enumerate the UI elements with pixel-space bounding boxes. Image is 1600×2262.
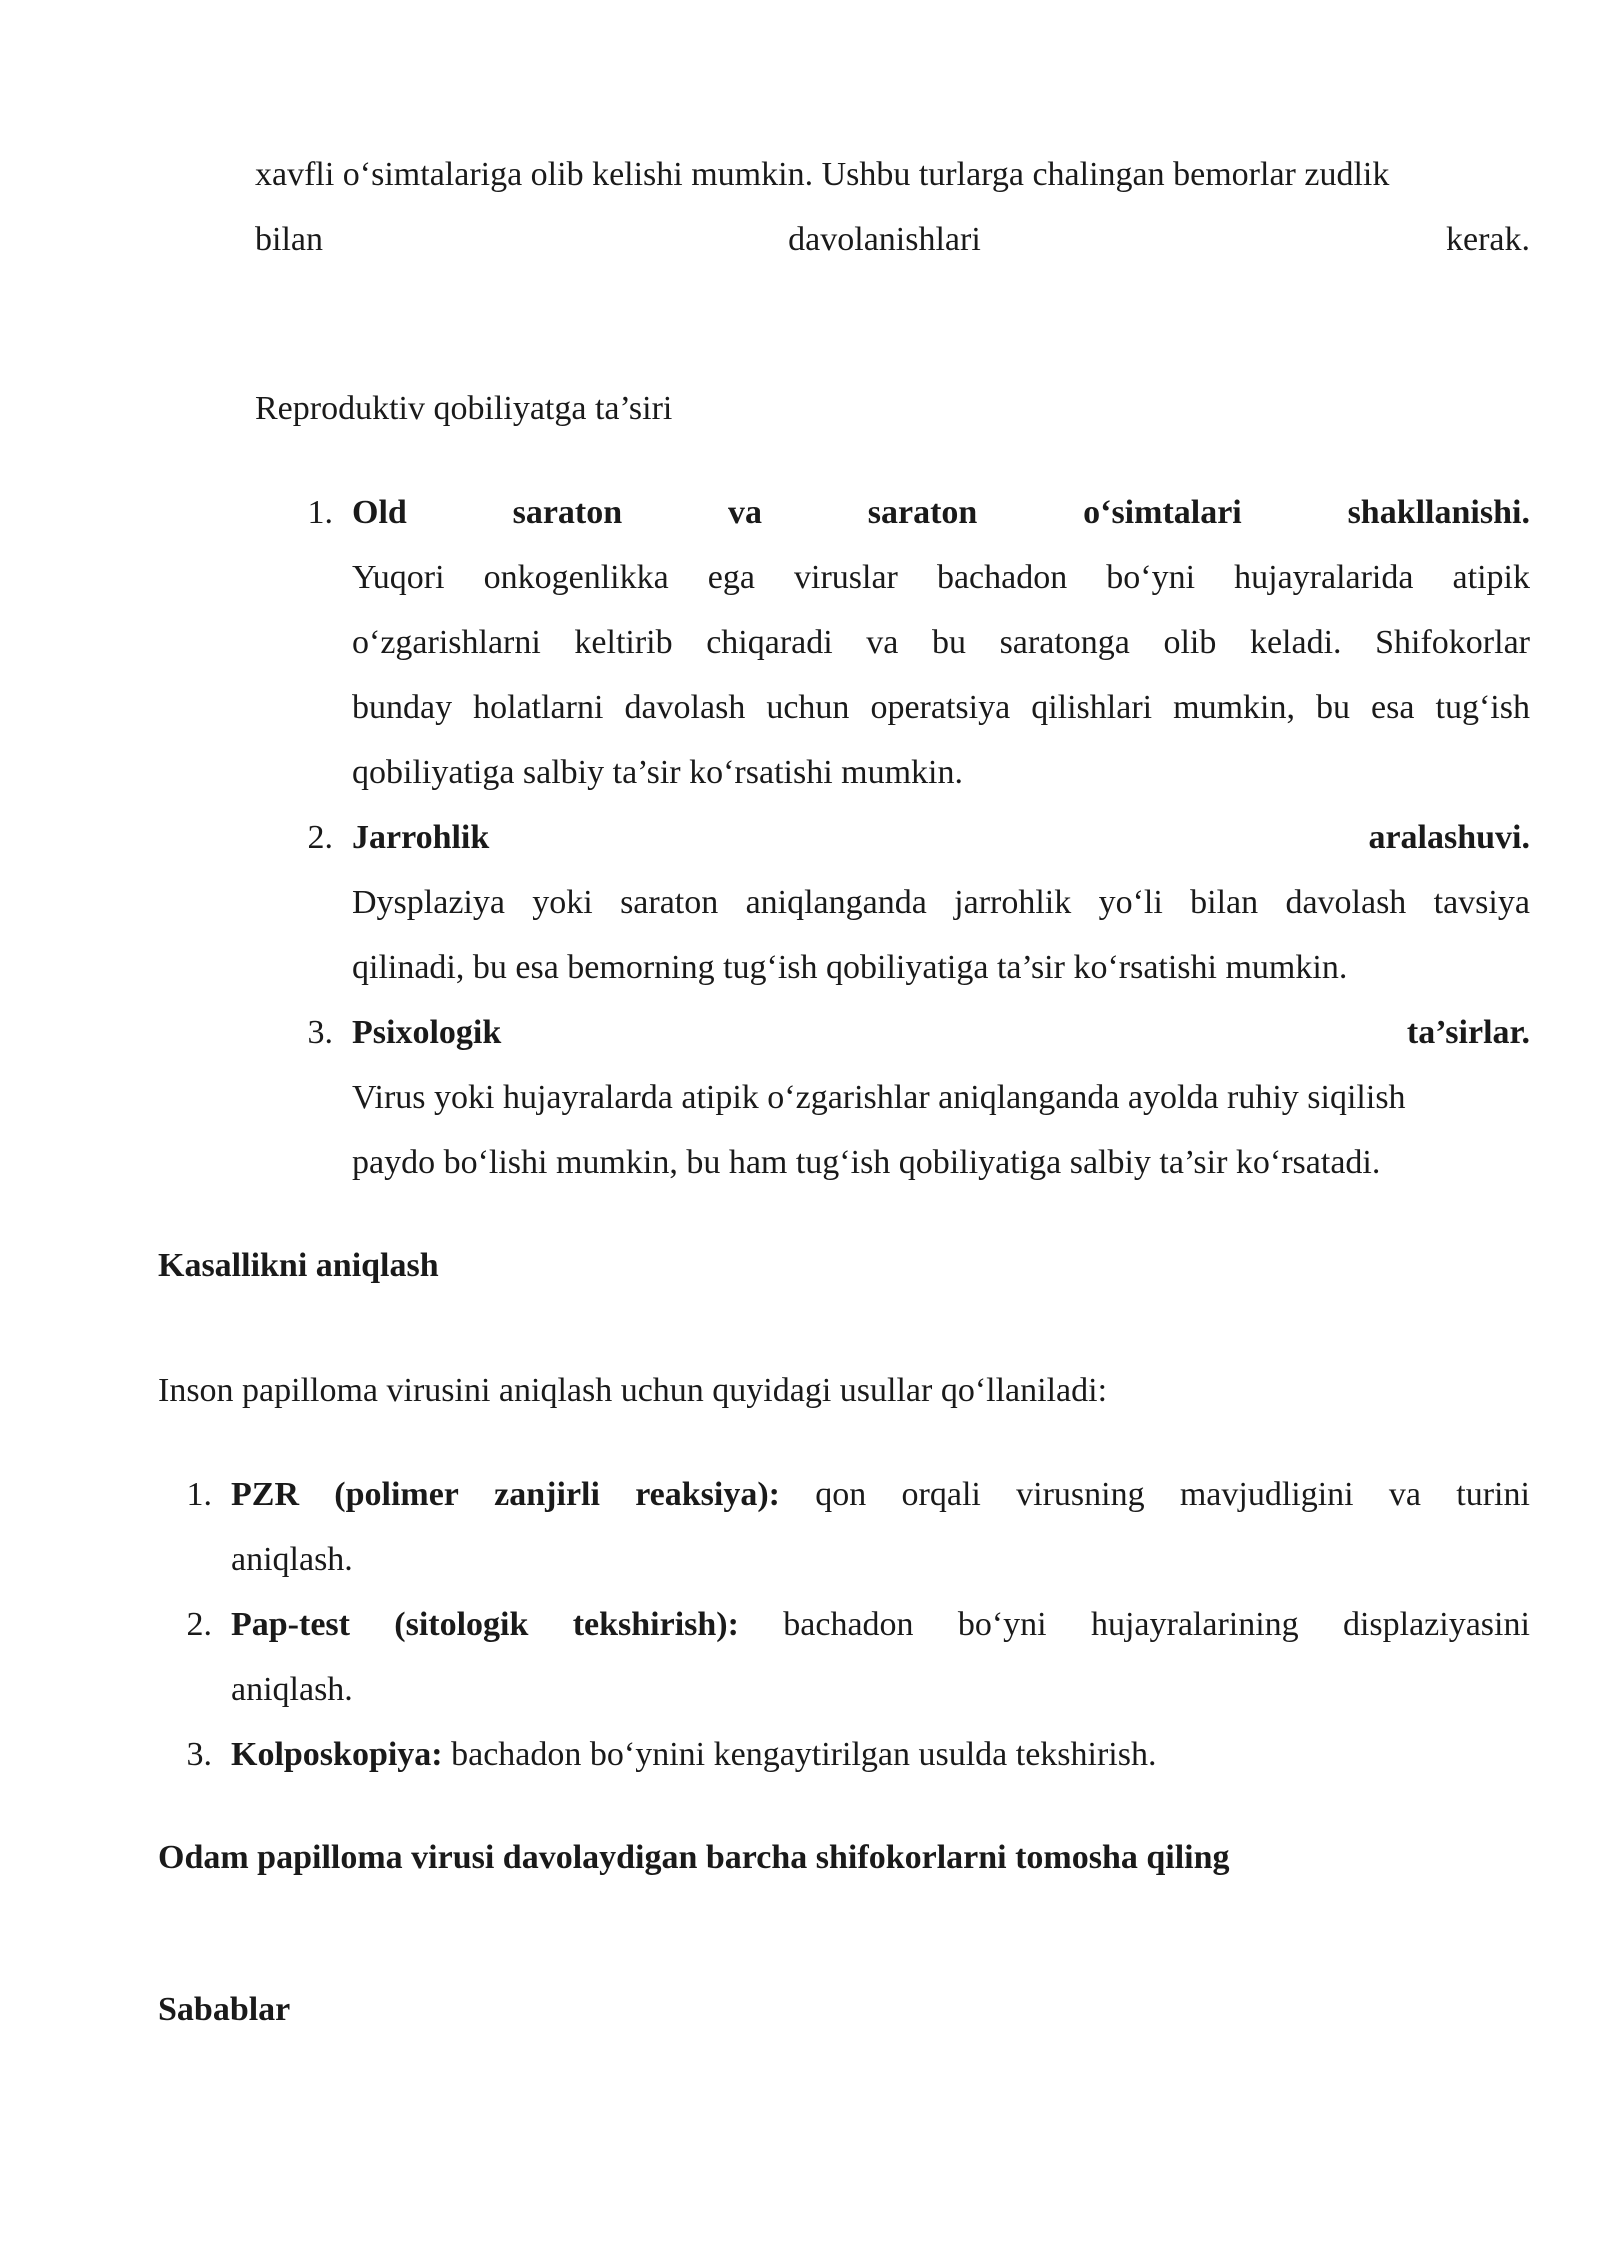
diagnosis-item-line: PZR (polimer zanjirli reaksiya): qon orqali virusning mavjudligini va turini [231, 1476, 1530, 1513]
list-item-title: Old saraton va saraton o‘simtalari shakllanishi. [352, 494, 1530, 531]
list-item-text: qobiliyatiga salbiy ta’sir ko‘rsatishi mumkin. [352, 754, 963, 791]
list-number: 2. [307, 819, 333, 856]
causes-heading: Sabablar [158, 1991, 291, 2028]
list-number: 3. [186, 1736, 212, 1773]
list-item-text: Yuqori onkogenlikka ega viruslar bachadon bo‘yni hujayralarida atipik [352, 559, 1530, 596]
diagnosis-item-line: Kolposkopiya: bachadon bo‘ynini kengaytirilgan usulda tekshirish. [231, 1736, 1157, 1773]
list-item-title: Jarrohlik aralashuvi. [352, 819, 1530, 856]
diagnosis-heading: Kasallikni aniqlash [158, 1247, 439, 1284]
diagnosis-intro: Inson papilloma virusini aniqlash uchun quyidagi usullar qo‘llaniladi: [158, 1372, 1108, 1409]
list-number: 1. [186, 1476, 212, 1513]
diagnosis-item-line: aniqlash. [231, 1671, 353, 1708]
list-item-text: Dysplaziya yoki saraton aniqlanganda jarrohlik yo‘li bilan davolash tavsiya [352, 884, 1530, 921]
list-item-text: paydo bo‘lishi mumkin, bu ham tug‘ish qobiliyatiga salbiy ta’sir ko‘rsatadi. [352, 1144, 1381, 1181]
list-item-text: bunday holatlarni davolash uchun operatsiya qilishlari mumkin, bu esa tug‘ish [352, 689, 1530, 726]
list-item-title: Psixologik ta’sirlar. [352, 1014, 1530, 1051]
intro-line-2: bilan davolanishlari kerak. [255, 221, 1530, 258]
list-item-text: Virus yoki hujayralarda atipik o‘zgarishlar aniqlanganda ayolda ruhiy siqilish [352, 1079, 1406, 1116]
intro-line-1: xavfli o‘simtalariga olib kelishi mumkin. Ushbu turlarga chalingan bemorlar zudlik [255, 156, 1390, 193]
reproductive-heading: Reproduktiv qobiliyatga ta’siri [255, 390, 673, 427]
diagnosis-item-line: Pap-test (sitologik tekshirish): bachadon bo‘yni hujayralarining displaziyasini [231, 1606, 1530, 1643]
list-number: 3. [307, 1014, 333, 1051]
diagnosis-item-line: aniqlash. [231, 1541, 353, 1578]
list-item-text: o‘zgarishlarni keltirib chiqaradi va bu saratonga olib keladi. Shifokorlar [352, 624, 1530, 661]
list-item-text: qilinadi, bu esa bemorning tug‘ish qobiliyatiga ta’sir ko‘rsatishi mumkin. [352, 949, 1348, 986]
doctors-heading[interactable]: Odam papilloma virusi davolaydigan barcha shifokorlarni tomosha qiling [158, 1839, 1230, 1876]
list-number: 2. [186, 1606, 212, 1643]
list-number: 1. [307, 494, 333, 531]
